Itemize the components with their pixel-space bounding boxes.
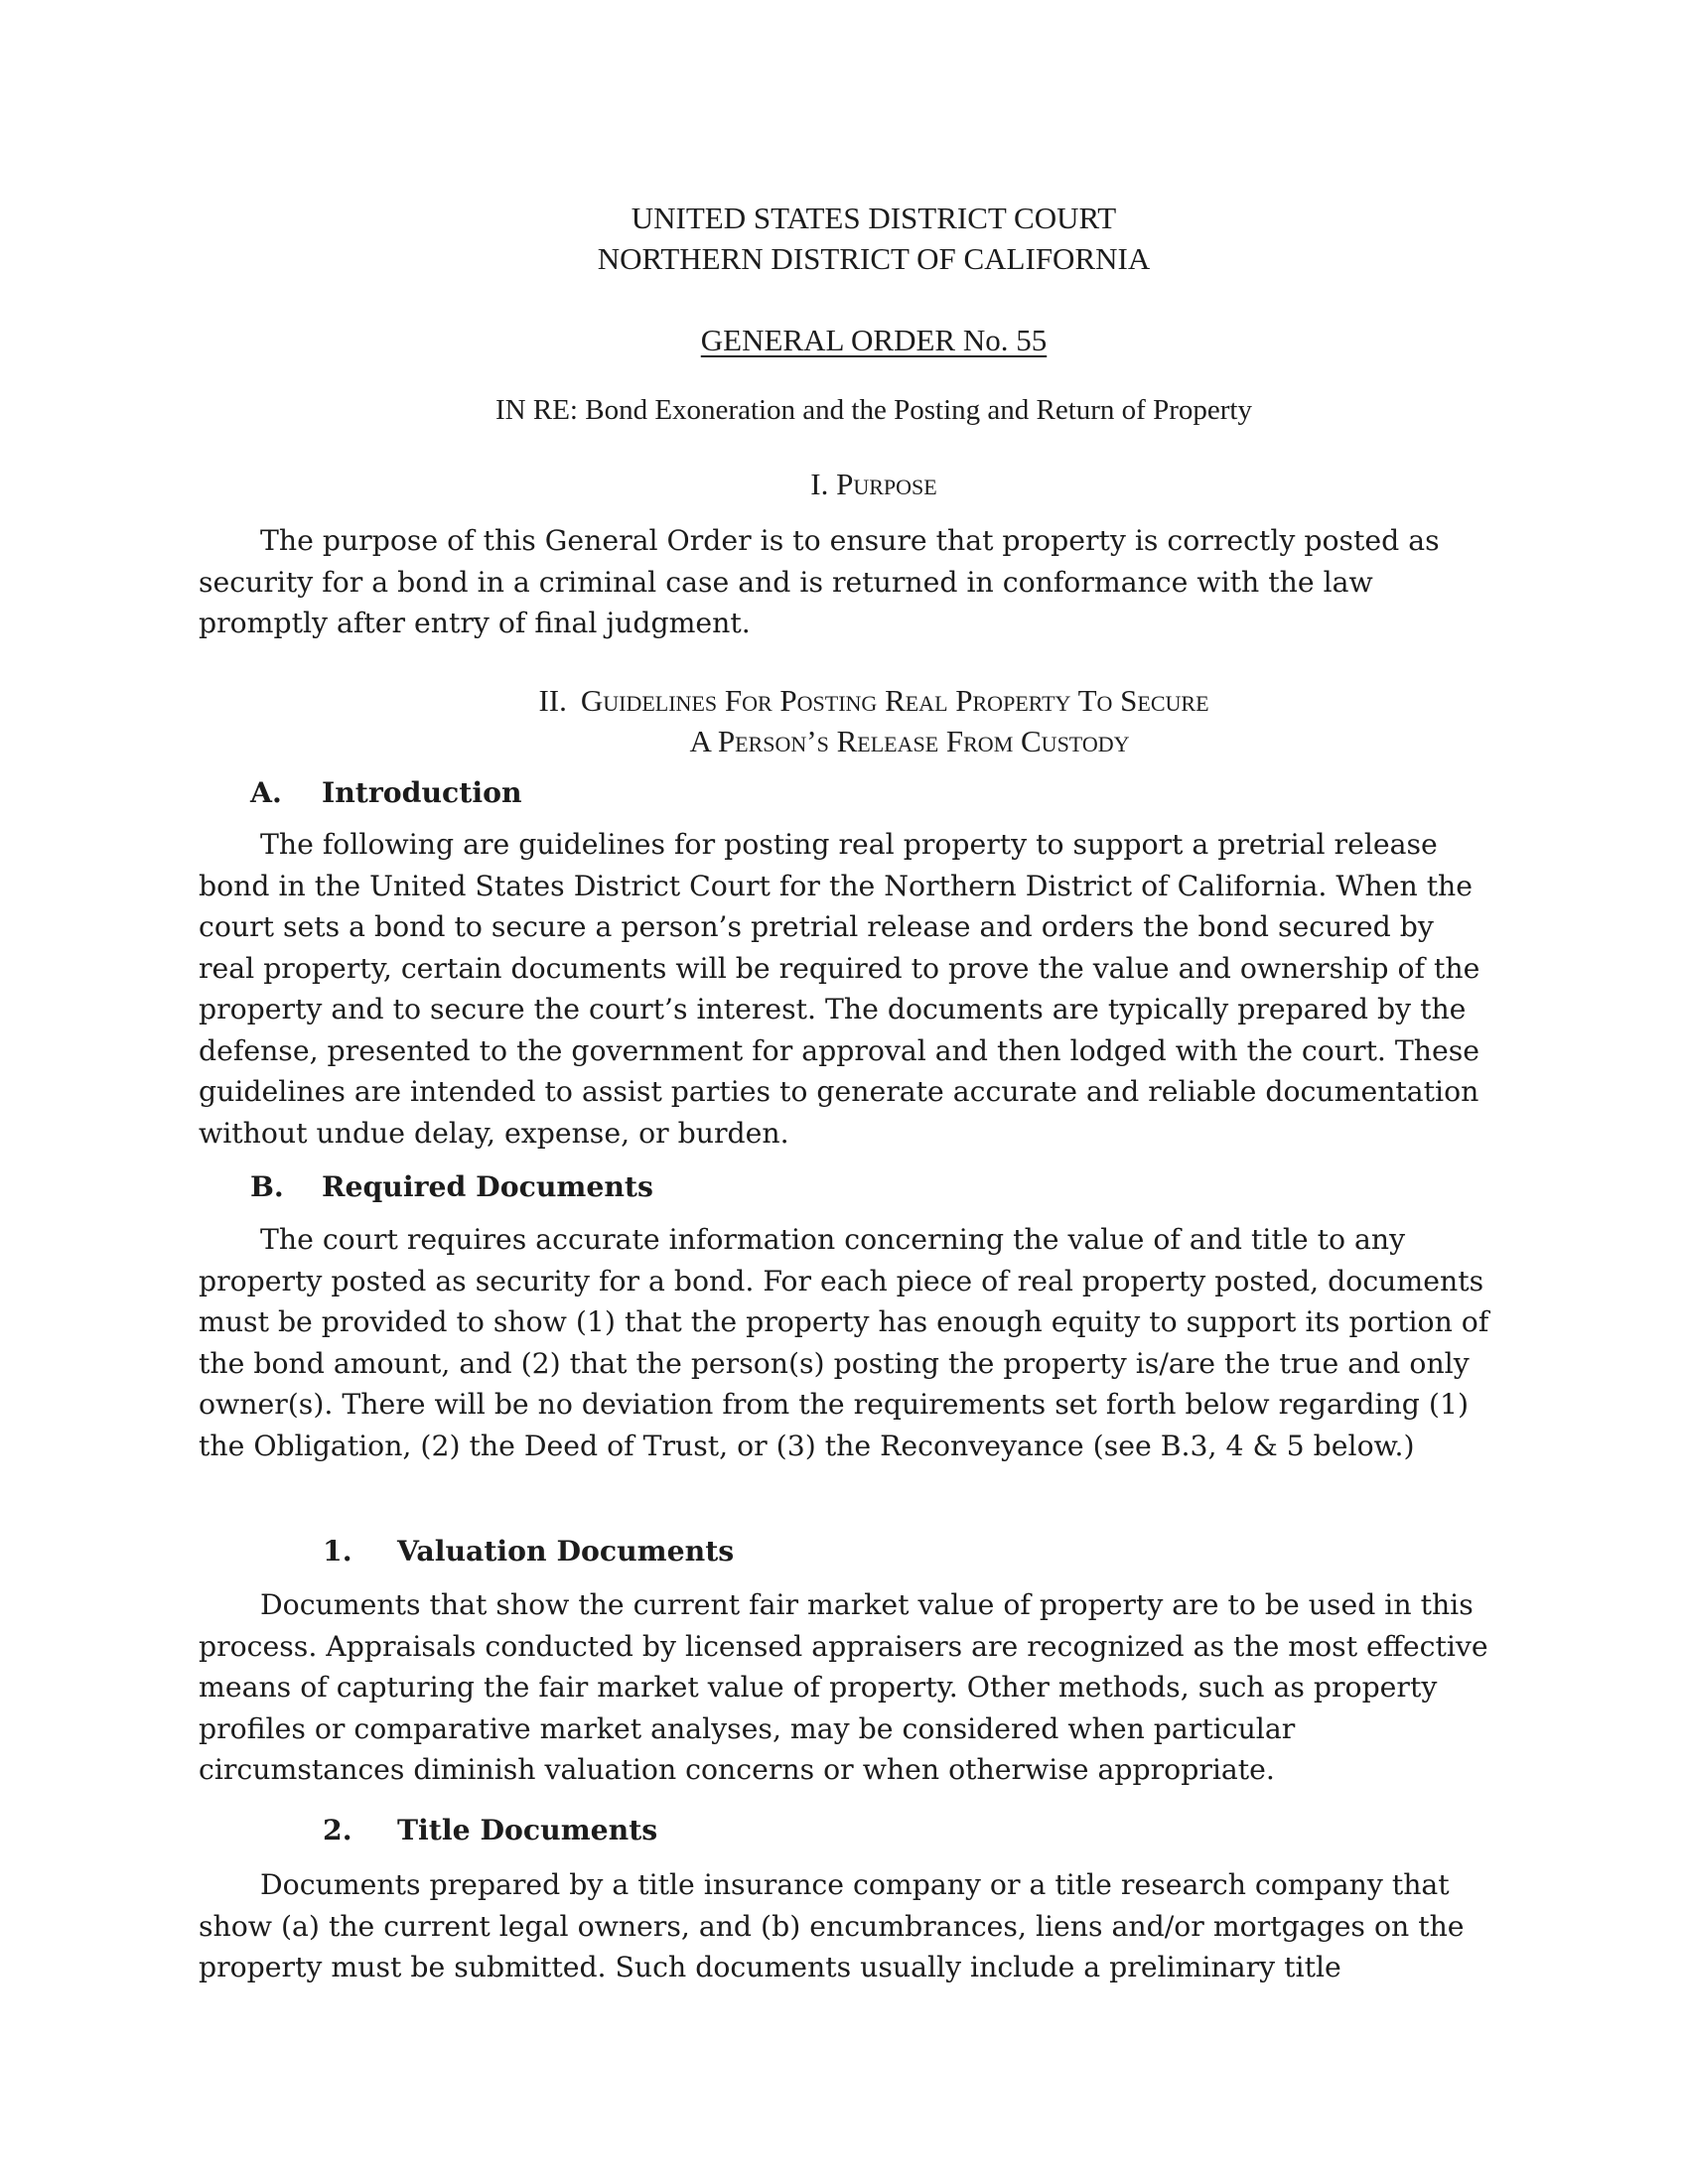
item-2-heading (323, 1813, 657, 1846)
in-re-caption: IN RE: Bond Exoneration and the Posting and Return of Property (495, 394, 1252, 426)
subsection-a-paragraph: The following are guidelines for posting real property to support a pretrial release bond in the United States District Court for the Northern District of California. When the court sets a bond to secure a person’s pretrial release and orders the bond secured by real property, certain documents will be required to prove the value and ownership of the property and to secure the court’s interest. The documents are typically prepared by the defense, presented to the government for approval and then lodged with the court. These guidelines are intended to assist parties to generate accurate and reliable documentation without undue delay, expense, or burden. (199, 828, 1480, 1150)
item-2-paragraph: Documents prepared by a title insurance company or a title research company that show (a) the current legal owners, and (b) encumbrances, liens and/or mortgages on the property must be submitted. Such documents usually include a preliminary title (199, 1868, 1465, 1983)
item-2-label: 2. (323, 1813, 352, 1846)
subsection-a-title: Introduction (322, 775, 522, 809)
section-2-heading-line1 (0, 680, 1688, 721)
subsection-b-paragraph: The court requires accurate information concerning the value of and title to any property posted as security for a bond. For each piece of real property posted, documents must be provided to show (1) that the property has enough equity to support its portion of the bond amount, and (2) that the person(s) posting the property is/are the true and only owner(s). There will be no deviation from the requirements set forth below regarding (1) the Obligation, (2) the Deed of Trust, or (3) the Reconveyance (see B.3, 4 & 5 below.) (199, 1223, 1489, 1462)
court-name-line2: NORTHERN DISTRICT OF CALIFORNIA (597, 241, 1151, 276)
subsection-a-label: A. (250, 775, 282, 809)
section-2-number: II. (538, 683, 567, 718)
item-1-paragraph: Documents that show the current fair market value of property are to be used in this process. Appraisals conducted by licensed appraisers are recognized as the most effective means of capturing the fair market value of property. Other methods, such as property profiles or comparative market analyses, may be considered when particular circumstances diminish valuation concerns or when otherwise appropriate. (199, 1588, 1488, 1786)
section-1-paragraph: The purpose of this General Order is to ensure that property is correctly posted as security for a bond in a criminal case and is returned in conformance with the law promptly after entry of final judgment. (199, 524, 1440, 639)
subsection-b-title: Required Documents (322, 1169, 653, 1203)
general-order-title: GENERAL ORDER No. 55 (700, 323, 1048, 357)
court-name-line1: UNITED STATES DISTRICT COURT (631, 201, 1117, 235)
item-1-heading (323, 1534, 734, 1568)
item-1-label: 1. (323, 1534, 352, 1568)
section-1-heading (0, 467, 1688, 502)
section-1-number: I. (810, 467, 829, 501)
section-1-title: Purpose (836, 467, 937, 501)
item-2-title: Title Documents (397, 1813, 658, 1846)
subsection-b-label: B. (250, 1169, 284, 1203)
item-1-title: Valuation Documents (397, 1534, 735, 1568)
section-2-heading-line2: A Person’s Release From Custody (689, 724, 1130, 758)
section-2-title-line1: Guidelines For Posting Real Property To Secure (580, 683, 1209, 718)
subsection-a-heading (250, 775, 522, 809)
subsection-b-heading (250, 1169, 653, 1203)
